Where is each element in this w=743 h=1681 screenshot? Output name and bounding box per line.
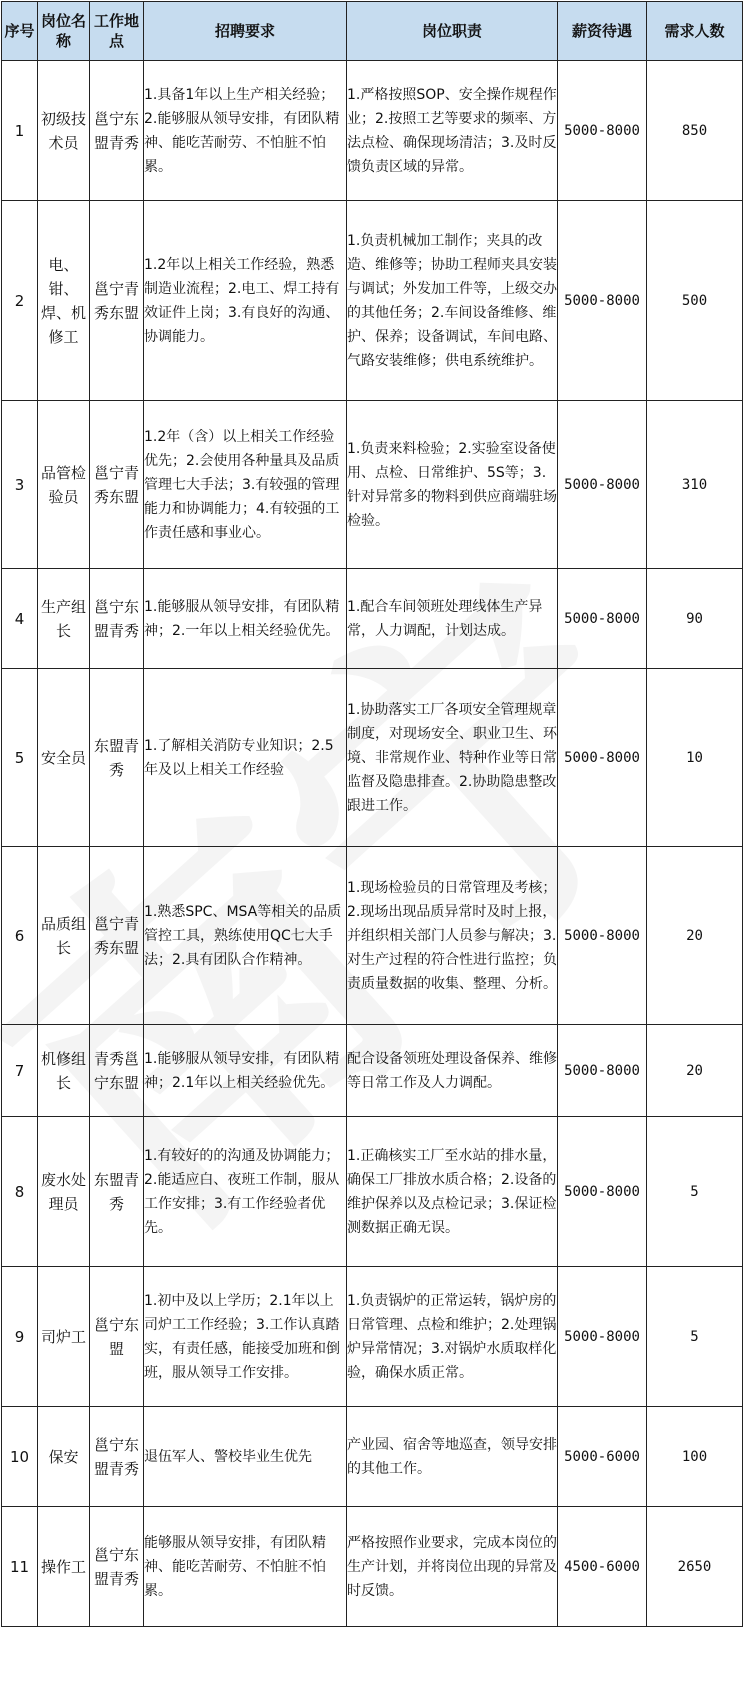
row-duties: 1.协助落实工厂各项安全管理规章制度，对现场安全、职业卫生、环境、非常规作业、特种作业等日常监督及隐患排查。2.协助隐患整改跟进工作。 bbox=[347, 669, 558, 847]
row-requirements: 1.有较好的的沟通及协调能力；2.能适应白、夜班工作制，服从工作安排；3.有工作经验者优先。 bbox=[144, 1117, 347, 1267]
row-requirements: 1.2年（含）以上相关工作经验优先；2.会使用各种量具及品质管理七大手法；3.有较强的管理能力和协调能力；4.有较强的工作责任感和事业心。 bbox=[144, 401, 347, 569]
row-duties: 1.负责机械加工制作；夹具的改造、维修等；协助工程师夹具安装与调试；外发加工件等，上级交办的其他任务；2.车间设备维修、维护、保养；设备调试，车间电路、气路安装维修；供电系统维护。 bbox=[347, 201, 558, 401]
row-location: 邕宁东盟青秀 bbox=[90, 61, 144, 201]
row-location: 邕宁东盟青秀 bbox=[90, 569, 144, 669]
table-row bbox=[2, 569, 743, 669]
row-duties: 1.现场检验员的日常管理及考核；2.现场出现品质异常时及时上报，并组织相关部门人员参与解决；3.对生产过程的符合性进行监控；负责质量数据的收集、整理、分析。 bbox=[347, 847, 558, 1025]
header-location: 工作地点 bbox=[90, 2, 144, 61]
row-requirements: 能够服从领导安排，有团队精神、能吃苦耐劳、不怕脏不怕累。 bbox=[144, 1507, 347, 1627]
table-row bbox=[2, 1407, 743, 1507]
row-count: 20 bbox=[647, 1025, 743, 1117]
row-salary: 5000-8000 bbox=[558, 401, 647, 569]
row-duties: 1.严格按照SOP、安全操作规程作业；2.按照工艺等要求的频率、方法点检、确保现场清洁；3.及时反馈负责区域的异常。 bbox=[347, 61, 558, 201]
row-position: 废水处理员 bbox=[38, 1117, 90, 1267]
table-row bbox=[2, 1117, 743, 1267]
row-requirements: 1.熟悉SPC、MSA等相关的品质管控工具，熟练使用QC七大手法；2.具有团队合作精神。 bbox=[144, 847, 347, 1025]
table-row bbox=[2, 1267, 743, 1407]
job-table bbox=[1, 1, 743, 1627]
row-salary: 5000-8000 bbox=[558, 569, 647, 669]
header-count: 需求人数 bbox=[647, 2, 743, 61]
row-salary: 5000-8000 bbox=[558, 669, 647, 847]
row-location: 青秀邕宁东盟 bbox=[90, 1025, 144, 1117]
row-location: 邕宁青秀东盟 bbox=[90, 401, 144, 569]
header-row bbox=[2, 2, 743, 61]
header-position: 岗位名称 bbox=[38, 2, 90, 61]
row-seq: 1 bbox=[2, 61, 38, 201]
row-salary: 4500-6000 bbox=[558, 1507, 647, 1627]
row-salary: 5000-8000 bbox=[558, 1117, 647, 1267]
header-duties: 岗位职责 bbox=[347, 2, 558, 61]
row-duties: 严格按照作业要求，完成本岗位的生产计划，并将岗位出现的异常及时反馈。 bbox=[347, 1507, 558, 1627]
header-salary: 薪资待遇 bbox=[558, 2, 647, 61]
row-count: 2650 bbox=[647, 1507, 743, 1627]
row-count: 5 bbox=[647, 1267, 743, 1407]
row-position: 初级技术员 bbox=[38, 61, 90, 201]
row-requirements: 1.能够服从领导安排，有团队精神；2.一年以上相关经验优先。 bbox=[144, 569, 347, 669]
table-row bbox=[2, 847, 743, 1025]
row-requirements: 1.2年以上相关工作经验，熟悉制造业流程；2.电工、焊工持有效证件上岗；3.有良好的沟通、协调能力。 bbox=[144, 201, 347, 401]
row-position: 安全员 bbox=[38, 669, 90, 847]
row-salary: 5000-8000 bbox=[558, 1267, 647, 1407]
row-count: 5 bbox=[647, 1117, 743, 1267]
row-duties: 配合设备领班处理设备保养、维修等日常工作及人力调配。 bbox=[347, 1025, 558, 1117]
row-seq: 10 bbox=[2, 1407, 38, 1507]
row-location: 邕宁东盟青秀 bbox=[90, 1407, 144, 1507]
row-position: 品管检验员 bbox=[38, 401, 90, 569]
header-requirements: 招聘要求 bbox=[144, 2, 347, 61]
row-requirements: 1.能够服从领导安排，有团队精神；2.1年以上相关经验优先。 bbox=[144, 1025, 347, 1117]
row-seq: 4 bbox=[2, 569, 38, 669]
table-row bbox=[2, 1507, 743, 1627]
row-position: 生产组长 bbox=[38, 569, 90, 669]
row-seq: 9 bbox=[2, 1267, 38, 1407]
row-seq: 3 bbox=[2, 401, 38, 569]
row-location: 东盟青秀 bbox=[90, 1117, 144, 1267]
table-row bbox=[2, 1025, 743, 1117]
row-seq: 8 bbox=[2, 1117, 38, 1267]
row-seq: 2 bbox=[2, 201, 38, 401]
row-location: 邕宁青秀东盟 bbox=[90, 201, 144, 401]
row-location: 邕宁东盟青秀 bbox=[90, 1507, 144, 1627]
row-requirements: 1.具备1年以上生产相关经验；2.能够服从领导安排，有团队精神、能吃苦耐劳、不怕脏不怕累。 bbox=[144, 61, 347, 201]
row-count: 90 bbox=[647, 569, 743, 669]
row-seq: 6 bbox=[2, 847, 38, 1025]
row-count: 310 bbox=[647, 401, 743, 569]
table-row bbox=[2, 61, 743, 201]
row-position: 操作工 bbox=[38, 1507, 90, 1627]
table-row bbox=[2, 401, 743, 569]
row-count: 20 bbox=[647, 847, 743, 1025]
row-position: 电、钳、焊、机修工 bbox=[38, 201, 90, 401]
row-duties: 1.负责来料检验；2.实验室设备使用、点检、日常维护、5S等；3.针对异常多的物料到供应商端驻场检验。 bbox=[347, 401, 558, 569]
row-count: 100 bbox=[647, 1407, 743, 1507]
row-position: 机修组长 bbox=[38, 1025, 90, 1117]
row-location: 东盟青秀 bbox=[90, 669, 144, 847]
row-requirements: 1.初中及以上学历；2.1年以上司炉工工作经验；3.工作认真踏实，有责任感，能接受加班和倒班，服从领导工作安排。 bbox=[144, 1267, 347, 1407]
row-location: 邕宁东盟 bbox=[90, 1267, 144, 1407]
row-duties: 1.负责锅炉的正常运转，锅炉房的日常管理、点检和维护；2.处理锅炉异常情况；3.对锅炉水质取样化验，确保水质正常。 bbox=[347, 1267, 558, 1407]
row-seq: 7 bbox=[2, 1025, 38, 1117]
row-salary: 5000-8000 bbox=[558, 847, 647, 1025]
row-requirements: 1.了解相关消防专业知识；2.5年及以上相关工作经验 bbox=[144, 669, 347, 847]
row-count: 10 bbox=[647, 669, 743, 847]
row-duties: 1.配合车间领班处理线体生产异常，人力调配，计划达成。 bbox=[347, 569, 558, 669]
row-duties: 产业园、宿舍等地巡查，领导安排的其他工作。 bbox=[347, 1407, 558, 1507]
header-seq: 序号 bbox=[2, 2, 38, 61]
row-requirements: 退伍军人、警校毕业生优先 bbox=[144, 1407, 347, 1507]
row-salary: 5000-8000 bbox=[558, 201, 647, 401]
table-row bbox=[2, 669, 743, 847]
row-salary: 5000-8000 bbox=[558, 61, 647, 201]
row-position: 品质组长 bbox=[38, 847, 90, 1025]
row-seq: 11 bbox=[2, 1507, 38, 1627]
row-position: 保安 bbox=[38, 1407, 90, 1507]
row-count: 500 bbox=[647, 201, 743, 401]
row-duties: 1.正确核实工厂至水站的排水量，确保工厂排放水质合格；2.设备的维护保养以及点检记录；3.保证检测数据正确无误。 bbox=[347, 1117, 558, 1267]
row-salary: 5000-6000 bbox=[558, 1407, 647, 1507]
row-seq: 5 bbox=[2, 669, 38, 847]
table-row bbox=[2, 201, 743, 401]
row-location: 邕宁青秀东盟 bbox=[90, 847, 144, 1025]
row-count: 850 bbox=[647, 61, 743, 201]
row-position: 司炉工 bbox=[38, 1267, 90, 1407]
row-salary: 5000-8000 bbox=[558, 1025, 647, 1117]
